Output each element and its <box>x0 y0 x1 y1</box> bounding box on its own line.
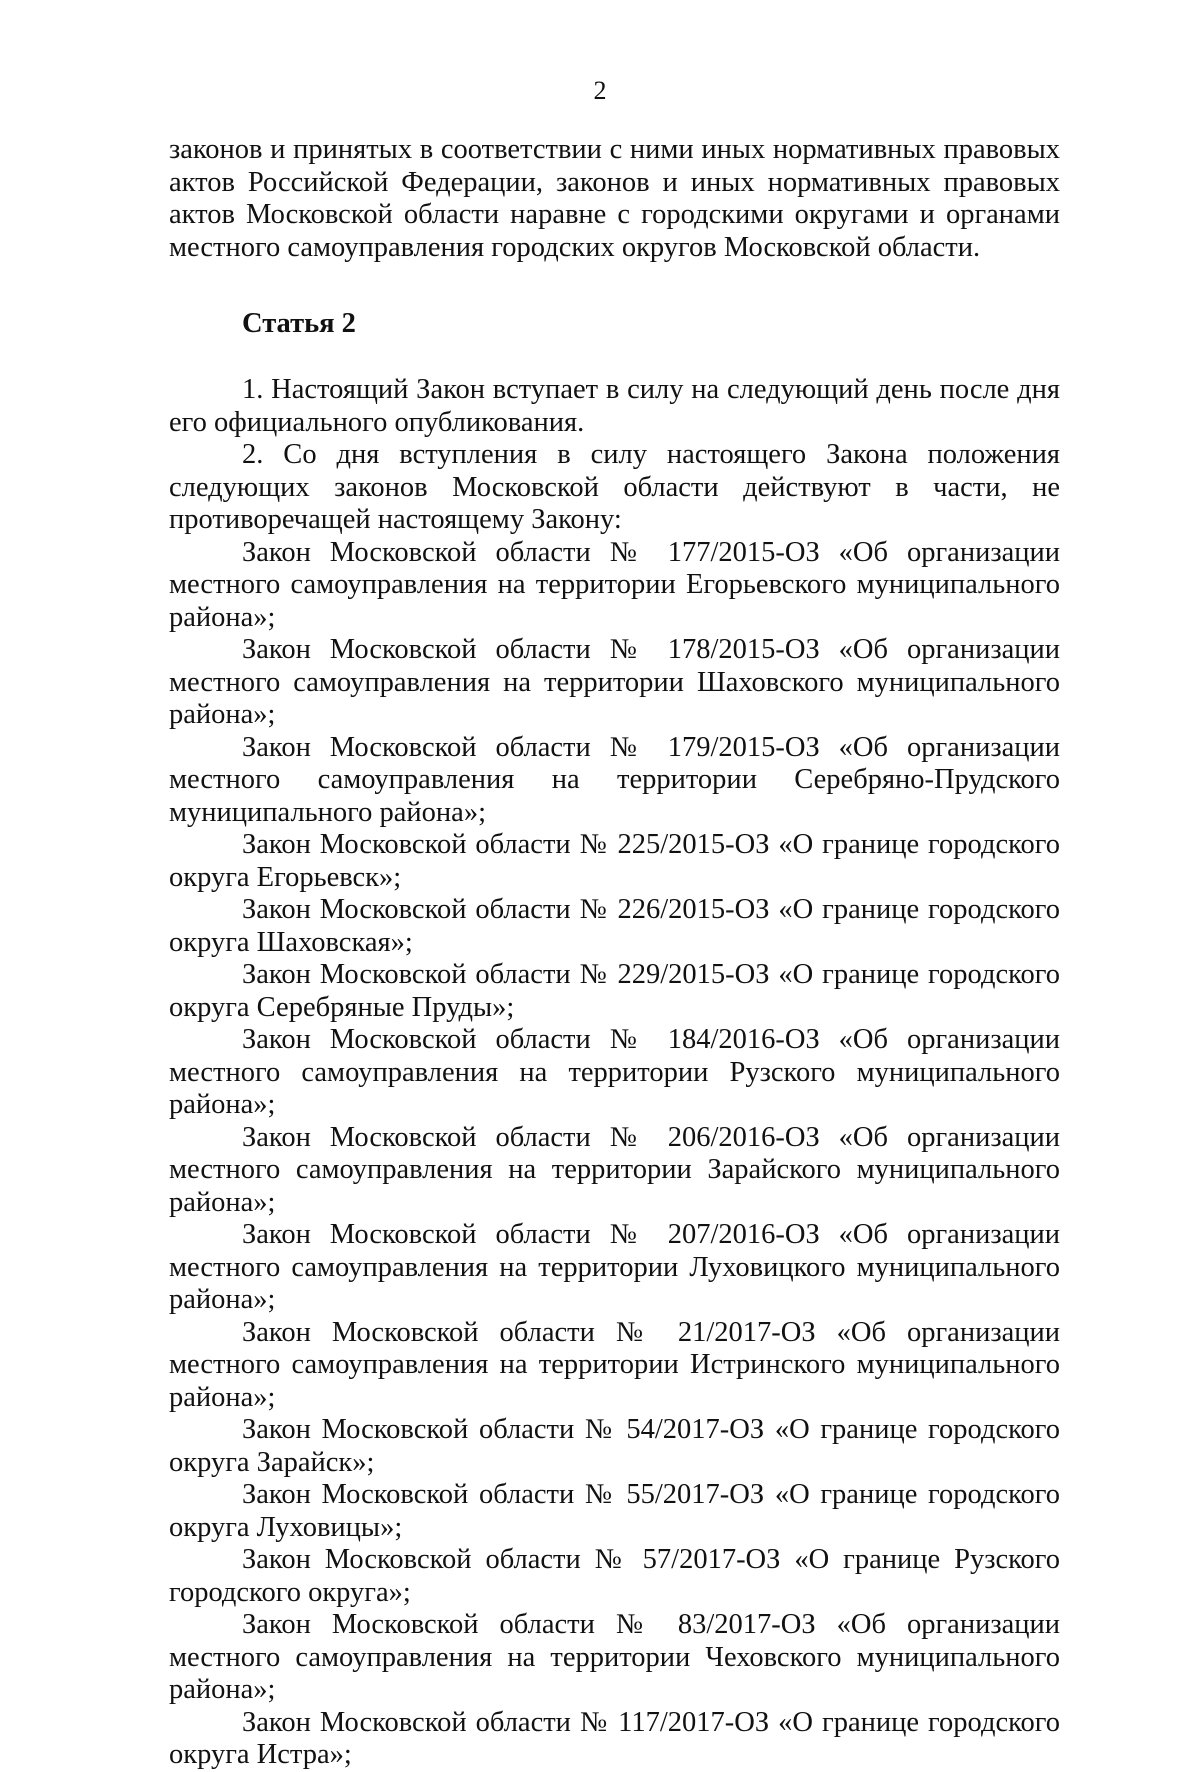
document-body <box>169 134 1060 1772</box>
law-item: Закон Московской области № 225/2015-ОЗ «О границе городского округа Егорьевск»; <box>169 829 1060 893</box>
clause-1: 1. Настоящий Закон вступает в силу на следующий день после дня его официального опубликования. <box>169 374 1060 438</box>
law-item: Закон Московской области № 207/2016-ОЗ «Об организации местного самоуправления на территории Луховицкого муниципального района»; <box>169 1219 1060 1315</box>
article-heading: Статья 2 <box>242 308 356 339</box>
intro-paragraph: законов и принятых в соответствии с ними иных нормативных правовых актов Российской Федерации, законов и иных нормативных правовых актов Московской области наравне с городскими округами и органами местного самоуправления городских округов Московской области. <box>169 134 1060 263</box>
page-number: 2 <box>593 76 607 105</box>
law-item: Закон Московской области № 55/2017-ОЗ «О границе городского округа Луховицы»; <box>169 1479 1060 1543</box>
law-item: Закон Московской области № 177/2015-ОЗ «Об организации местного самоуправления на территории Егорьевского муниципального района»; <box>169 536 1060 633</box>
law-item: Закон Московской области № 226/2015-ОЗ «О границе городского округа Шаховская»; <box>169 894 1060 958</box>
clause-2: 2. Со дня вступления в силу настоящего Закона положения следующих законов Московской области действуют в части, не противоречащей настоящему Закону: <box>169 439 1060 535</box>
law-item: Закон Московской области № 178/2015-ОЗ «Об организации местного самоуправления на территории Шаховского муниципального района»; <box>169 634 1060 730</box>
law-item: Закон Московской области № 21/2017-ОЗ «Об организации местного самоуправления на территории Истринского муниципального района»; <box>169 1316 1060 1413</box>
law-item: Закон Московской области № 57/2017-ОЗ «О границе Рузского городского округа»; <box>169 1544 1060 1608</box>
law-item: Закон Московской области № 179/2015-ОЗ «Об организации местного самоуправления на территории Серебряно-Прудского муниципального района»; <box>169 731 1060 828</box>
law-item: Закон Московской области № 184/2016-ОЗ «Об организации местного самоуправления на территории Рузского муниципального района»; <box>169 1024 1060 1120</box>
law-item: Закон Московской области № 206/2016-ОЗ «Об организации местного самоуправления на территории Зарайского муниципального района»; <box>169 1121 1060 1218</box>
law-item: Закон Московской области № 229/2015-ОЗ «О границе городского округа Серебряные Пруды»; <box>169 959 1060 1023</box>
law-item: Закон Московской области № 117/2017-ОЗ «О границе городского округа Истра»; <box>169 1706 1060 1770</box>
law-item: Закон Московской области № 54/2017-ОЗ «О границе городского округа Зарайск»; <box>169 1414 1060 1478</box>
law-item: Закон Московской области № 83/2017-ОЗ «Об организации местного самоуправления на территории Чеховского муниципального района»; <box>169 1609 1060 1705</box>
